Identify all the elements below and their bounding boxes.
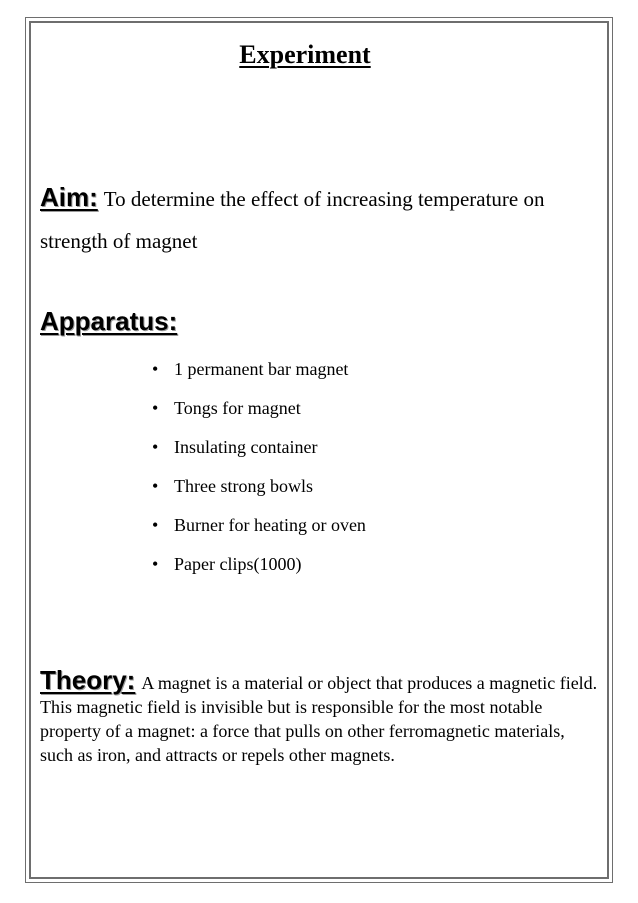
list-item <box>150 467 366 506</box>
theory-text: A magnet is a material or object that produces a magnetic field. This magnetic field is invisible but is responsible for the most notable property of a magnet: a force that pulls on other ferromagnetic materials, such as iron, and attracts or repels other magnets. <box>40 673 598 765</box>
bullet-icon: • <box>152 359 159 379</box>
list-item <box>150 506 366 545</box>
page-title-text: Experiment <box>239 40 371 69</box>
bullet-icon: • <box>152 398 159 418</box>
bullet-icon: • <box>152 437 159 457</box>
theory-section <box>40 665 602 767</box>
theory-heading: Theory: <box>40 665 136 695</box>
aim-heading: Aim: <box>40 182 98 212</box>
list-item <box>150 350 366 389</box>
apparatus-item-label: Paper clips(1000) <box>174 554 302 574</box>
apparatus-item-label: Tongs for magnet <box>174 398 301 418</box>
list-item <box>150 545 366 584</box>
aim-section <box>40 176 600 262</box>
bullet-icon: • <box>152 554 159 574</box>
apparatus-item-label: Burner for heating or oven <box>174 515 366 535</box>
bullet-icon: • <box>152 476 159 496</box>
apparatus-item-label: 1 permanent bar magnet <box>174 359 349 379</box>
apparatus-item-label: Three strong bowls <box>174 476 313 496</box>
page-title <box>0 40 638 70</box>
bullet-icon: • <box>152 515 159 535</box>
aim-text: To determine the effect of increasing temperature on strength of magnet <box>40 187 545 253</box>
apparatus-list <box>150 350 366 584</box>
apparatus-item-label: Insulating container <box>174 437 318 457</box>
list-item <box>150 428 366 467</box>
list-item <box>150 389 366 428</box>
apparatus-heading: Apparatus: <box>40 306 178 336</box>
